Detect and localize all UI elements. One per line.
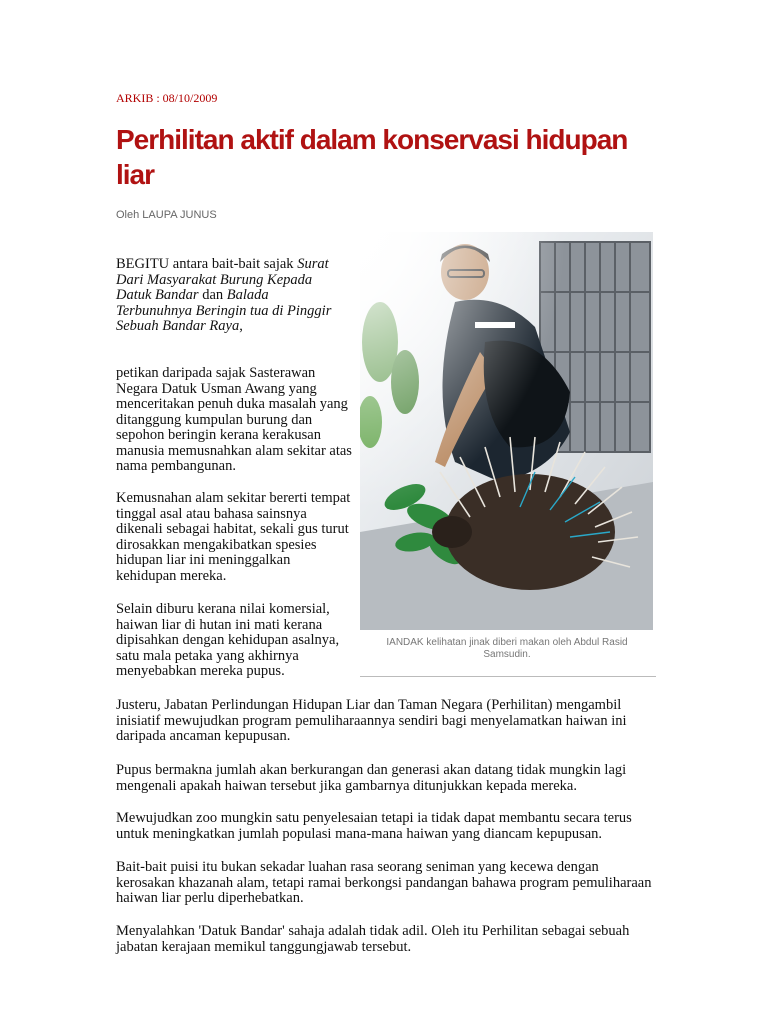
poem-title-1: Surat Dari Masyarakat Burung Kepada Datuk Bandar <box>116 256 329 303</box>
photo-porcupine-illustration <box>360 232 653 630</box>
paragraph-3: Kemusnahan alam sekitar bererti tempat tinggal asal atau bahasa sainsnya dikenali sebagai habitat, sekali gus turut dirosakkan mengakibatkan spesies hidupan liar ini meninggalkan kehidupan mereka. <box>116 490 351 584</box>
paragraph-8: Bait-bait puisi itu bukan sekadar luahan rasa seorang seniman yang kecewa dengan kerosakan khazanah alam, tetapi ramai berkongsi pandangan bahawa program pemuliharaan haiwan liar perlu diperhebatkan. <box>116 859 652 906</box>
intro-text-2: dan <box>198 287 227 303</box>
photo-caption: IANDAK kelihatan jinak diberi makan oleh Abdul Rasid Samsudin. <box>386 637 628 660</box>
poem-title-2: Balada Terbunuhnya Beringin tua di Pinggir Sebuah Bandar Raya <box>116 287 332 334</box>
paragraph-2: petikan daripada sajak Sasterawan Negara Datuk Usman Awang yang menceritakan penuh duka masalah yang ditanggung kumpulan burung dan sepohon beringin kerana kerakusan manusia memusnahkan alam sekitar atas nama pembangunan. <box>116 365 352 474</box>
article-title: Perhilitan aktif dalam konservasi hidupan liar <box>116 124 628 190</box>
intro-text-3: , <box>239 318 243 334</box>
byline: Oleh LAUPA JUNUS <box>116 209 217 221</box>
article-photo <box>360 232 653 630</box>
caption-divider <box>360 676 656 677</box>
intro-paragraph <box>116 257 346 335</box>
archive-date: ARKIB : 08/10/2009 <box>116 91 218 105</box>
paragraph-5: Justeru, Jabatan Perlindungan Hidupan Liar dan Taman Negara (Perhilitan) mengambil inisiatif mewujudkan program pemuliharaannya sendiri bagi menyelamatkan haiwan ini daripada ancaman kepupusan. <box>116 697 627 744</box>
intro-text-1: BEGITU antara bait-bait sajak <box>116 256 298 272</box>
paragraph-6: Pupus bermakna jumlah akan berkurangan dan generasi akan datang tidak mungkin lagi mengenali apakah haiwan tersebut jika gambarnya ditunjukkan kepada mereka. <box>116 762 627 794</box>
paragraph-7: Mewujudkan zoo mungkin satu penyelesaian tetapi ia tidak dapat membantu secara terus untuk meningkatkan jumlah populasi mana-mana haiwan yang diancam kepupusan. <box>116 810 632 842</box>
paragraph-4: Selain diburu kerana nilai komersial, haiwan liar di hutan ini mati kerana dipisahkan dengan kehidupan asalnya, satu mala petaka yang akhirnya menyebabkan mereka pupus. <box>116 601 340 679</box>
paragraph-9: Menyalahkan 'Datuk Bandar' sahaja adalah tidak adil. Oleh itu Perhilitan sebagai sebuah jabatan kerajaan memikul tanggungjawab tersebut. <box>116 923 630 955</box>
